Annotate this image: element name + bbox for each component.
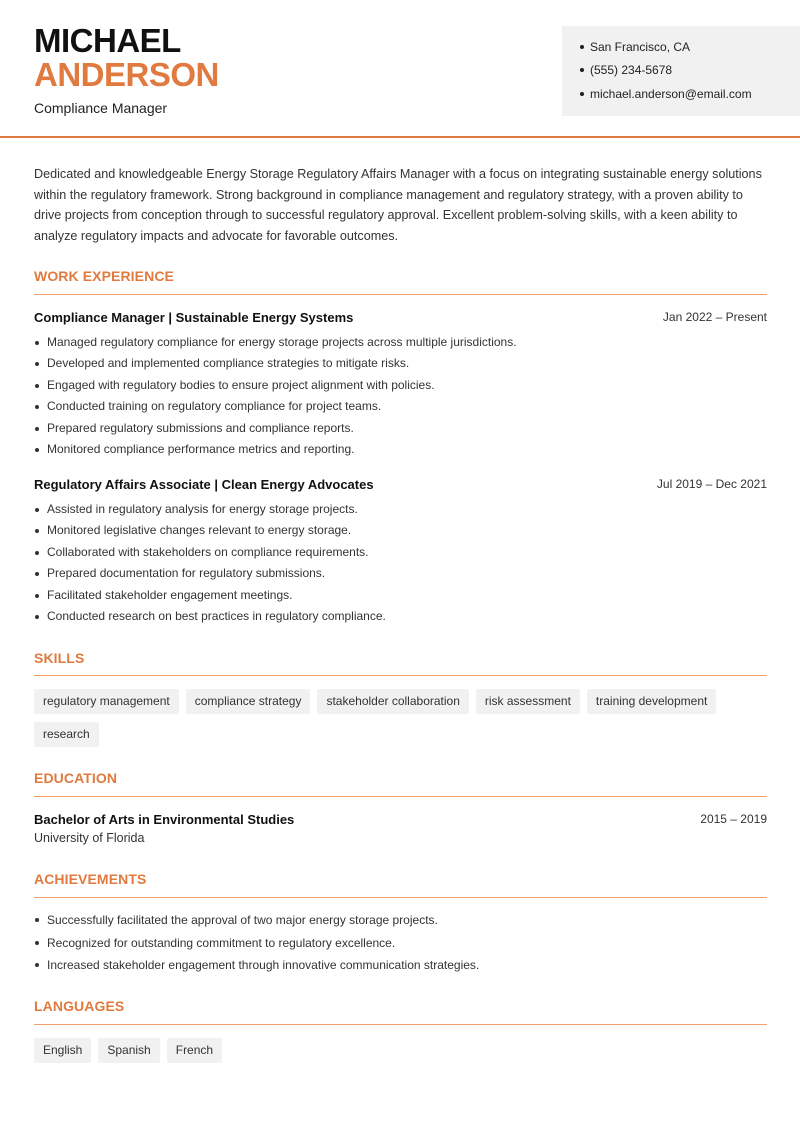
list-item: Monitored compliance performance metrics and reporting. — [34, 439, 774, 460]
phone-text: (555) 234-5678 — [590, 63, 673, 77]
location-text: San Francisco, CA — [590, 40, 691, 54]
section-title-education: EDUCATION — [34, 770, 118, 786]
skill-tag: training development — [587, 689, 716, 714]
education-dates: 2015 – 2019 — [700, 812, 767, 826]
job-title: Compliance Manager — [34, 100, 168, 116]
section-divider — [34, 294, 767, 295]
job-dates: Jan 2022 – Present — [662, 310, 767, 324]
section-divider — [34, 796, 767, 797]
email-text: michael.anderson@email.com — [590, 87, 752, 101]
list-item: Prepared documentation for regulatory submissions. — [34, 563, 774, 584]
skills-tags — [34, 689, 774, 747]
skill-tag: regulatory management — [34, 689, 179, 714]
last-name: ANDERSON — [34, 56, 219, 93]
school-name: University of Florida — [34, 831, 145, 845]
list-item: Increased stakeholder engagement through innovative communication strategies. — [34, 954, 774, 977]
language-tag: French — [167, 1038, 222, 1063]
bullet-icon — [580, 92, 584, 96]
skill-tag: research — [34, 722, 99, 747]
list-item: Engaged with regulatory bodies to ensure project alignment with policies. — [34, 375, 774, 396]
list-item: Assisted in regulatory analysis for energy storage projects. — [34, 499, 774, 520]
resume-header — [0, 0, 800, 138]
bullet-icon — [580, 68, 584, 72]
contact-location — [580, 40, 690, 54]
language-tag: Spanish — [98, 1038, 159, 1063]
bullet-icon — [580, 45, 584, 49]
degree-heading: Bachelor of Arts in Environmental Studies — [34, 812, 295, 827]
section-title-work: WORK EXPERIENCE — [34, 268, 174, 284]
list-item: Recognized for outstanding commitment to regulatory excellence. — [34, 932, 774, 955]
language-tag: English — [34, 1038, 91, 1063]
job-heading: Compliance Manager | Sustainable Energy Systems — [34, 310, 354, 325]
section-title-achievements: ACHIEVEMENTS — [34, 871, 147, 887]
contact-email — [580, 87, 752, 101]
list-item: Conducted training on regulatory compliance for project teams. — [34, 396, 774, 417]
list-item: Collaborated with stakeholders on compliance requirements. — [34, 542, 774, 563]
first-name: MICHAEL — [34, 22, 181, 59]
list-item: Prepared regulatory submissions and compliance reports. — [34, 418, 774, 439]
job-bullets — [34, 332, 774, 460]
list-item: Monitored legislative changes relevant to energy storage. — [34, 520, 774, 541]
section-title-skills: SKILLS — [34, 650, 85, 666]
job-dates: Jul 2019 – Dec 2021 — [656, 477, 767, 491]
list-item: Developed and implemented compliance strategies to mitigate risks. — [34, 353, 774, 374]
skill-tag: risk assessment — [476, 689, 580, 714]
language-tags — [34, 1038, 774, 1063]
list-item: Managed regulatory compliance for energy storage projects across multiple jurisdictions. — [34, 332, 774, 353]
section-title-languages: LANGUAGES — [34, 998, 125, 1014]
skill-tag: compliance strategy — [186, 689, 311, 714]
skill-tag: stakeholder collaboration — [317, 689, 468, 714]
section-divider — [34, 897, 767, 898]
summary-paragraph: Dedicated and knowledgeable Energy Storage Regulatory Affairs Manager with a focus on integrating sustainable energy solutions within the regulatory framework. Strong background in compliance management and regulatory strategy, with a proven ability to drive projects from conception through to successful regulatory approval. Excellent problem-solving skills, with a keen ability to analyze regulatory impacts and advocate for favorable outcomes. — [34, 167, 762, 243]
section-divider — [34, 675, 767, 676]
contact-box — [562, 26, 800, 116]
section-divider — [34, 1024, 767, 1025]
list-item: Conducted research on best practices in regulatory compliance. — [34, 606, 774, 627]
job-bullets — [34, 499, 774, 627]
achievement-bullets — [34, 909, 774, 977]
list-item: Successfully facilitated the approval of two major energy storage projects. — [34, 909, 774, 932]
contact-phone — [580, 63, 672, 77]
job-heading: Regulatory Affairs Associate | Clean Energy Advocates — [34, 477, 374, 492]
list-item: Facilitated stakeholder engagement meetings. — [34, 585, 774, 606]
